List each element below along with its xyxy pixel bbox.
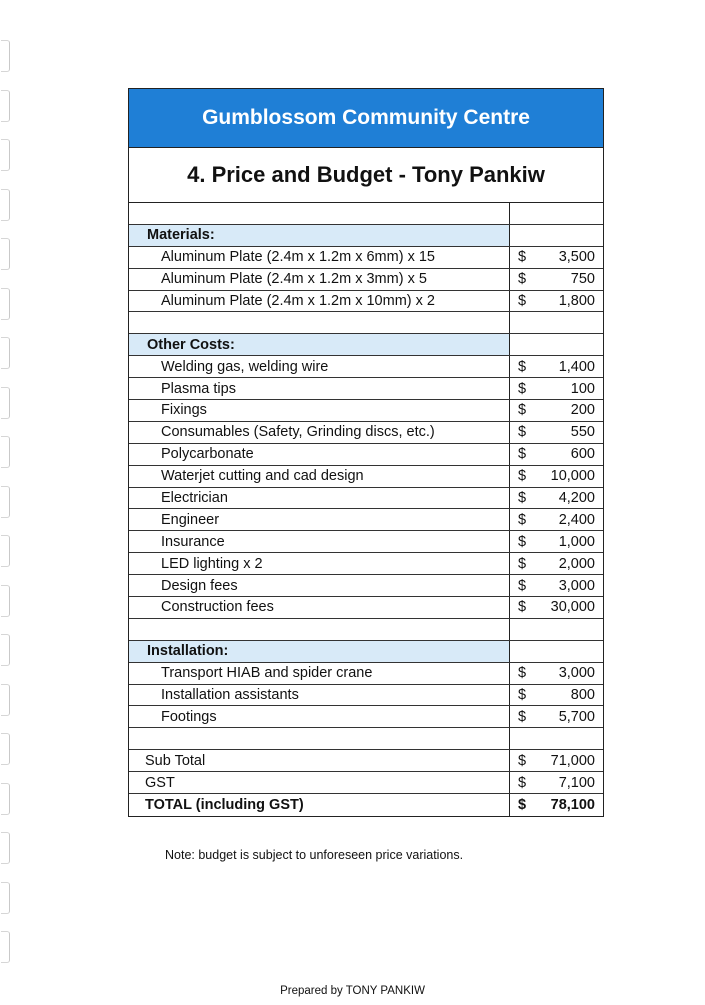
currency-symbol: $ (518, 402, 527, 419)
row-amount-cell (510, 203, 603, 224)
row-description: Plasma tips (129, 378, 510, 399)
amount-value: 78,100 (550, 796, 595, 813)
row-description: Fixings (129, 400, 510, 421)
row-description: Waterjet cutting and cad design (129, 466, 510, 487)
row-amount-cell (510, 531, 603, 552)
line-item (129, 247, 603, 269)
row-description (129, 312, 510, 333)
amount-value: 3,000 (558, 665, 595, 682)
currency-symbol: $ (518, 752, 527, 769)
currency-symbol: $ (518, 490, 527, 507)
row-amount-cell (510, 663, 603, 684)
row-amount-cell (510, 597, 603, 618)
row-amount-cell (510, 641, 603, 662)
row-description: Aluminum Plate (2.4m x 1.2m x 10mm) x 2 (129, 291, 510, 312)
amount-value: 2,400 (558, 511, 595, 528)
row-description: Design fees (129, 575, 510, 596)
line-item (129, 597, 603, 619)
blank-row (129, 312, 603, 334)
amount-value: 1,000 (558, 533, 595, 550)
currency-symbol: $ (518, 665, 527, 682)
blank-row (129, 619, 603, 641)
row-description: Sub Total (129, 750, 510, 771)
total-row (129, 794, 603, 816)
line-item (129, 575, 603, 597)
row-amount-cell (510, 772, 603, 793)
row-amount-cell (510, 685, 603, 706)
binder-ring (1, 733, 10, 765)
line-item (129, 378, 603, 400)
amount-value: 100 (570, 380, 595, 397)
amount-value: 550 (570, 424, 595, 441)
row-amount-cell (510, 750, 603, 771)
amount-value: 10,000 (550, 468, 595, 485)
row-amount-cell (510, 488, 603, 509)
section-heading (129, 334, 603, 356)
amount-value: 600 (570, 446, 595, 463)
row-description: Consumables (Safety, Grinding discs, etc.) (129, 422, 510, 443)
row-amount-cell (510, 378, 603, 399)
row-amount-cell (510, 356, 603, 377)
blank-row (129, 203, 603, 225)
binder-ring (1, 634, 10, 666)
row-amount-cell (510, 334, 603, 355)
row-description: Aluminum Plate (2.4m x 1.2m x 3mm) x 5 (129, 269, 510, 290)
row-amount-cell (510, 728, 603, 749)
row-description: Other Costs: (129, 334, 510, 355)
line-item (129, 466, 603, 488)
budget-note: Note: budget is subject to unforeseen price variations. (165, 848, 464, 862)
row-amount-cell (510, 444, 603, 465)
amount-value: 800 (570, 687, 595, 704)
currency-symbol: $ (518, 424, 527, 441)
currency-symbol: $ (518, 446, 527, 463)
currency-symbol: $ (518, 687, 527, 704)
budget-sheet (128, 88, 604, 817)
page-subtitle: 4. Price and Budget - Tony Pankiw (129, 148, 603, 203)
row-amount-cell (510, 553, 603, 574)
row-description: TOTAL (including GST) (129, 794, 510, 816)
amount-value: 71,000 (550, 752, 595, 769)
amount-value: 4,200 (558, 490, 595, 507)
amount-value: 3,500 (558, 249, 595, 266)
binder-ring (1, 832, 10, 864)
line-item (129, 509, 603, 531)
row-description: Polycarbonate (129, 444, 510, 465)
row-amount-cell (510, 509, 603, 530)
row-amount-cell (510, 466, 603, 487)
binder-ring (1, 535, 10, 567)
row-description: Installation assistants (129, 685, 510, 706)
binder-ring (1, 931, 10, 963)
row-amount-cell (510, 269, 603, 290)
line-item (129, 706, 603, 728)
amount-value: 30,000 (550, 599, 595, 616)
row-description: Engineer (129, 509, 510, 530)
row-description: Welding gas, welding wire (129, 356, 510, 377)
amount-value: 2,000 (558, 555, 595, 572)
binder-ring (1, 238, 10, 270)
row-amount-cell (510, 422, 603, 443)
row-description: GST (129, 772, 510, 793)
row-amount-cell (510, 619, 603, 640)
row-description: Installation: (129, 641, 510, 662)
binder-ring (1, 40, 10, 72)
row-amount-cell (510, 247, 603, 268)
binder-ring (1, 882, 10, 914)
page-title: Gumblossom Community Centre (129, 89, 603, 148)
currency-symbol: $ (518, 468, 527, 485)
currency-symbol: $ (518, 271, 527, 288)
currency-symbol: $ (518, 380, 527, 397)
currency-symbol: $ (518, 293, 527, 309)
binder-ring (1, 585, 10, 617)
binder-ring (1, 90, 10, 122)
binder-ring (1, 139, 10, 171)
section-heading (129, 641, 603, 663)
binder-ring (1, 189, 10, 221)
currency-symbol: $ (518, 555, 527, 572)
binder-ring (1, 337, 10, 369)
row-amount-cell (510, 225, 603, 246)
section-heading (129, 225, 603, 247)
gst-row (129, 772, 603, 794)
row-description: Insurance (129, 531, 510, 552)
amount-value: 3,000 (558, 577, 595, 594)
amount-value: 7,100 (558, 774, 595, 791)
row-description: Aluminum Plate (2.4m x 1.2m x 6mm) x 15 (129, 247, 510, 268)
currency-symbol: $ (518, 358, 527, 375)
currency-symbol: $ (518, 599, 527, 616)
binder-ring (1, 783, 10, 815)
binder-ring (1, 486, 10, 518)
budget-table (129, 203, 603, 816)
line-item (129, 663, 603, 685)
row-description (129, 203, 510, 224)
line-item (129, 291, 603, 313)
currency-symbol: $ (518, 708, 527, 725)
currency-symbol: $ (518, 511, 527, 528)
amount-value: 1,400 (558, 358, 595, 375)
line-item (129, 356, 603, 378)
row-description (129, 619, 510, 640)
row-description: Electrician (129, 488, 510, 509)
binder-ring (1, 436, 10, 468)
row-amount-cell (510, 291, 603, 312)
line-item (129, 553, 603, 575)
line-item (129, 422, 603, 444)
currency-symbol: $ (518, 774, 527, 791)
binder-ring (1, 684, 10, 716)
row-description: Construction fees (129, 597, 510, 618)
row-amount-cell (510, 706, 603, 727)
line-item (129, 444, 603, 466)
binder-ring (1, 288, 10, 320)
amount-value: 200 (570, 402, 595, 419)
line-item (129, 531, 603, 553)
row-amount-cell (510, 575, 603, 596)
amount-value: 1,800 (558, 293, 595, 309)
row-description: Materials: (129, 225, 510, 246)
amount-value: 750 (570, 271, 595, 288)
row-amount-cell (510, 794, 603, 816)
line-item (129, 488, 603, 510)
row-amount-cell (510, 400, 603, 421)
currency-symbol: $ (518, 577, 527, 594)
currency-symbol: $ (518, 533, 527, 550)
row-description: Footings (129, 706, 510, 727)
line-item (129, 685, 603, 707)
row-description (129, 728, 510, 749)
line-item (129, 269, 603, 291)
currency-symbol: $ (518, 796, 527, 813)
row-description: LED lighting x 2 (129, 553, 510, 574)
amount-value: 5,700 (558, 708, 595, 725)
row-description: Transport HIAB and spider crane (129, 663, 510, 684)
blank-row (129, 728, 603, 750)
line-item (129, 400, 603, 422)
row-amount-cell (510, 312, 603, 333)
binder-ring (1, 387, 10, 419)
subtotal-row (129, 750, 603, 772)
prepared-by: Prepared by TONY PANKIW (280, 985, 425, 997)
currency-symbol: $ (518, 249, 527, 266)
